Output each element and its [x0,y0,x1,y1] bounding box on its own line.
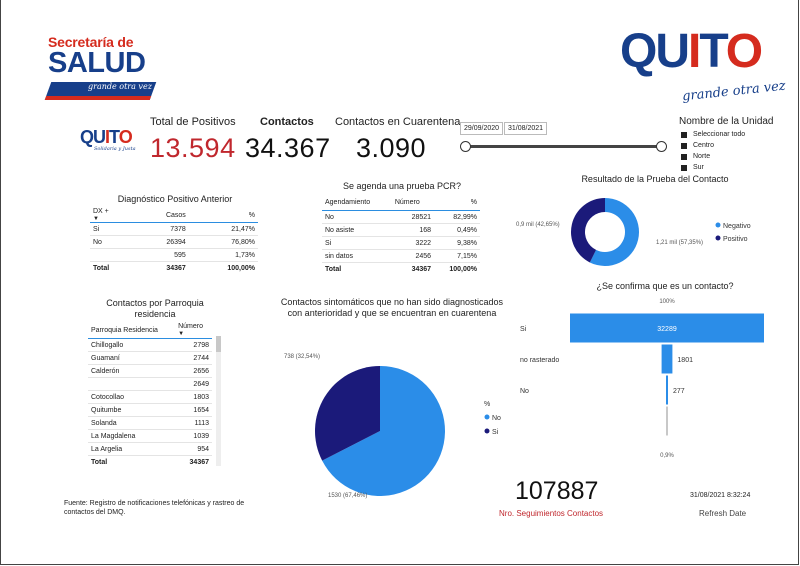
quito-small-logo-word: QUITO [80,127,132,147]
funnel-value-label: 32289 [657,326,677,333]
quito-logo-word: QUITO [620,25,762,78]
header-pct[interactable]: % [189,208,258,223]
donut-label-positivo: 0,9 mil (42,65%) [516,222,560,228]
funnel-chart [510,294,790,464]
table-total-row: Total 34367 100,00% [90,262,258,275]
funnel-category-label: no rasterado [520,357,560,364]
funnel-bottom-label: 0,9% [660,453,674,459]
checkbox-icon[interactable] [681,165,687,171]
table-row: Guamaní 2744 [88,352,212,365]
funnel-category-label: Si [520,326,527,333]
parroquia-scrollbar[interactable] [216,336,221,466]
secretaria-logo-main: SALUD [48,47,146,79]
pcr-table-title: Se agenda una prueba PCR? [342,181,462,191]
pie-chart [280,340,510,510]
pie-legend-title: % [484,401,491,408]
date-end-input[interactable]: 31/08/2021 [504,122,547,135]
funnel-top-label: 100% [659,299,675,305]
date-slider-end-handle[interactable] [656,141,667,152]
donut-chart [490,186,790,296]
contactos-label: Contactos [260,116,314,128]
legend-no-text[interactable]: No [492,415,501,422]
legend-positivo-marker [716,236,721,241]
legend-si-marker [485,429,490,434]
legend-negativo-text[interactable]: Negativo [723,223,751,230]
funnel-category-label: No [520,388,529,395]
date-slider-track[interactable] [466,145,662,148]
table-total-row: Total 34367 [88,456,212,469]
header-dx[interactable]: DX + ▼ [90,208,136,223]
funnel-chart-title: ¿Se confirma que es un contacto? [596,281,734,291]
unit-option-all[interactable]: Seleccionar todo [681,129,745,140]
legend-si-text[interactable]: Si [492,429,499,436]
parroquia-scrollbar-thumb[interactable] [216,336,221,352]
seguimientos-value: 107887 [515,477,599,505]
cuarentena-value: 3.090 [356,133,427,163]
quito-small-logo-tag: Solidaria y Justa [94,146,136,152]
header-parroquia[interactable]: Parroquia Residencia [88,322,175,339]
table-header-row [88,322,212,339]
funnel-value-label: 1801 [677,357,693,364]
quito-logo [620,26,790,116]
legend-positivo-text[interactable]: Positivo [723,236,748,243]
fuente-note: Fuente: Registro de notificaciones telefónicas y rastreo de contactos del DMQ. [64,500,245,516]
table-row: 595 1,73% [90,249,258,262]
positivos-label: Total de Positivos [150,116,236,128]
parroquia-table [88,322,212,468]
pcr-table [322,194,480,275]
quito-logo-tag: grande otra vez [681,78,787,105]
donut-chart-title: Resultado de la Prueba del Contacto [581,174,729,184]
table-row: No 28521 82,99% [322,211,480,224]
table-header-row [322,194,480,211]
legend-negativo-marker [716,223,721,228]
unit-option-norte[interactable]: Norte [681,151,745,162]
funnel-bar[interactable] [666,376,668,405]
pie-chart-title: Contactos sintomáticos que no han sido diagnosticados con anterioridad y que se encuentran en cuarentena [280,297,504,318]
header-pct[interactable]: % [434,194,480,211]
table-row: No 26394 76,80% [90,236,258,249]
parroquia-table-title: Contactos por Parroquia residencia [106,298,204,319]
header-numero[interactable]: Número ▼ [175,322,212,339]
checkbox-icon[interactable] [681,154,687,160]
table-header-row [90,208,258,223]
pie-label-no: 1530 (67,46%) [328,493,368,499]
diagnostico-table [90,208,258,274]
table-row: Cotocollao 1803 [88,391,212,404]
date-start-input[interactable]: 29/09/2020 [460,122,503,135]
table-total-row: Total 34367 100,00% [322,263,480,276]
table-row: 2649 [88,378,212,391]
funnel-bar[interactable] [662,345,673,374]
secretaria-salud-logo [48,34,160,100]
contactos-value: 34.367 [245,133,331,163]
table-row: Si 7378 21,47% [90,223,258,236]
legend-no-marker [485,415,490,420]
refresh-datetime: 31/08/2021 8:32:24 [690,492,751,499]
refresh-label: Refresh Date [699,509,747,518]
donut-label-negativo: 1,21 mil (57,35%) [656,240,704,246]
table-row: No asiste 168 0,49% [322,224,480,237]
date-slider-start-handle[interactable] [460,141,471,152]
table-row: La Argelia 954 [88,443,212,456]
table-row: Si 3222 9,38% [322,237,480,250]
table-row: sin datos 2456 7,15% [322,250,480,263]
table-row: Chillogallo 2798 [88,339,212,352]
seguimientos-label: Nro. Seguimientos Contactos [499,509,604,518]
pie-label-si: 738 (32,54%) [284,354,321,360]
funnel-bar[interactable] [666,407,668,436]
unit-option-centro[interactable]: Centro [681,140,745,151]
table-row: Quitumbe 1654 [88,404,212,417]
cuarentena-label: Contactos en Cuarentena [335,116,461,128]
header-casos[interactable]: Casos [136,208,189,223]
checkbox-icon[interactable] [681,132,687,138]
quito-small-logo [80,128,140,162]
unit-option-sur[interactable]: Sur [681,162,745,173]
checkbox-icon[interactable] [681,143,687,149]
positivos-value: 13.594 [150,133,236,163]
diagnostico-table-title: Diagnóstico Positivo Anterior [117,194,233,204]
table-row: La Magdalena 1039 [88,430,212,443]
table-row: Solanda 1113 [88,417,212,430]
secretaria-logo-tag: grande otra vez [88,82,152,91]
unit-filter-title: Nombre de la Unidad [679,116,774,127]
table-row: Calderón 2656 [88,365,212,378]
secretaria-logo-top: Secretaría de [48,34,134,50]
header-numero[interactable]: Número [392,194,434,211]
header-agendamiento[interactable]: Agendamiento [322,194,392,211]
funnel-value-label: 277 [673,388,685,395]
unit-filter-list [681,129,745,173]
